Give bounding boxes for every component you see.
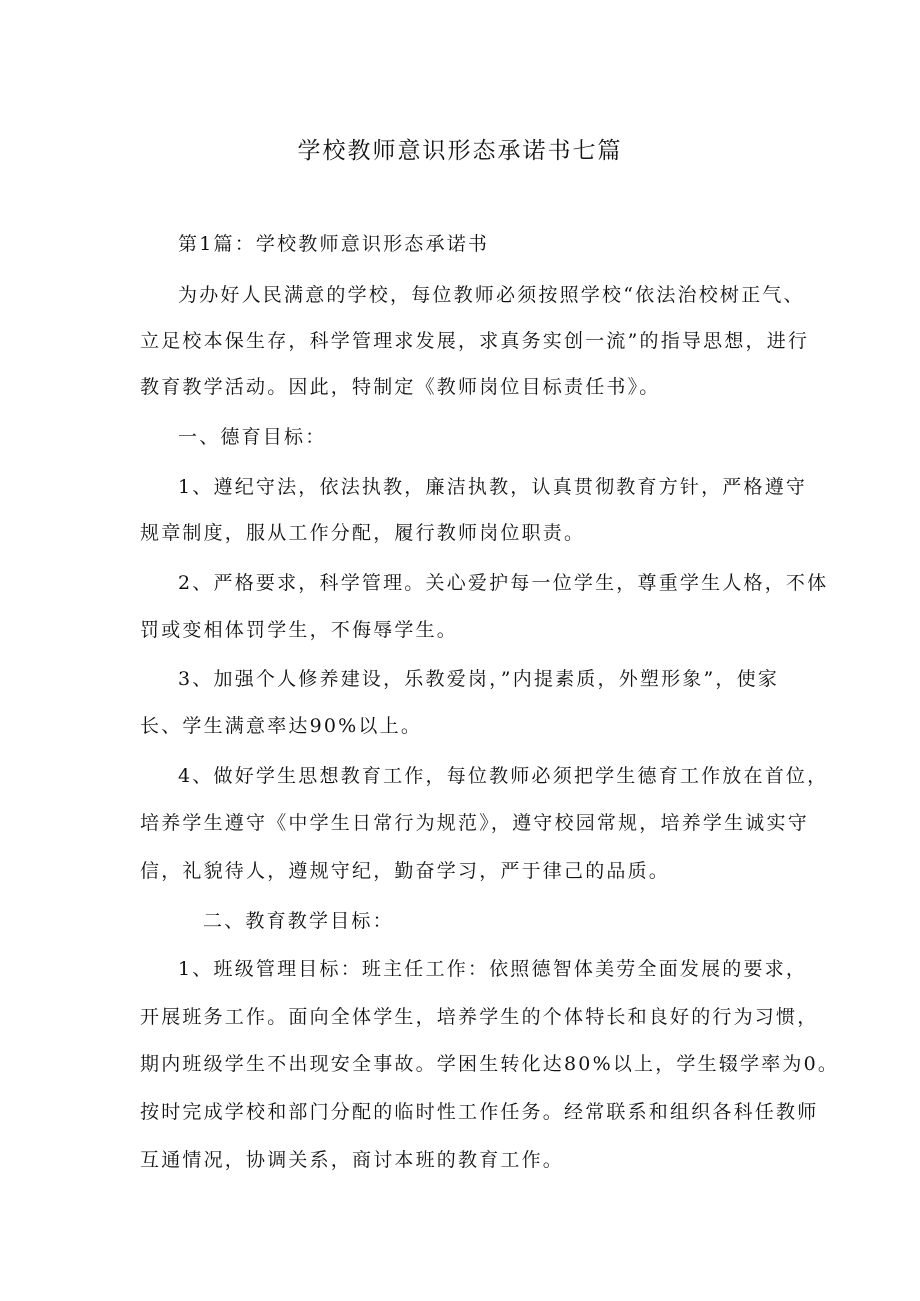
section-heading: 二、教育教学目标： [203,910,394,932]
paragraph-line: 4、做好学生思想教育工作，每位教师必须把学生德育工作放在首位， [178,765,829,787]
paragraph-line: 长、学生满意率达90%以上。 [140,715,423,737]
paragraph-line: 开展班务工作。面向全体学生，培养学生的个体特长和良好的行为习惯， [140,1006,819,1028]
paragraph-line: 2、严格要求，科学管理。关心爱护每一位学生，尊重学生人格，不体 [178,572,829,594]
document-title: 学校教师意识形态承诺书七篇 [297,138,623,164]
paragraph-line: 互通情况，协调关系，商讨本班的教育工作。 [140,1149,565,1171]
paragraph-line: 1、班级管理目标：班主任工作：依照德智体美劳全面发展的要求， [178,958,808,980]
paragraph-line: 为办好人民满意的学校，每位教师必须按照学校“依法治校树正气、 [178,284,805,306]
paragraph-line: 培养学生遵守《中学生日常行为规范》，遵守校园常规，培养学生诚实守 [140,812,809,834]
paragraph-line: 信，礼貌待人，遵规守纪，勤奋学习，严于律己的品质。 [140,860,671,882]
paragraph-line: 期内班级学生不出现安全事故。学困生转化达80%以上，学生辍学率为0。 [140,1053,840,1075]
paragraph-line: 教育教学活动。因此，特制定《教师岗位目标责任书》。 [140,376,661,398]
section-heading: 一、德育目标： [178,426,327,448]
paragraph-line: 立足校本保生存，科学管理求发展，求真务实创一流”的指导思想，进行 [140,330,810,352]
paragraph-line: 1、遵纪守法，依法执教，廉洁执教，认真贯彻教育方针，严格遵守 [178,476,808,498]
paragraph-line: 规章制度，服从工作分配，履行教师岗位职责。 [140,522,586,544]
paragraph-line: 3、加强个人修养建设，乐教爱岗，”内提素质，外塑形象”，使家 [178,668,780,690]
chapter-heading: 第1篇：学校教师意识形态承诺书 [178,233,490,255]
paragraph-line: 罚或变相体罚学生，不侮辱学生。 [140,619,459,641]
paragraph-line: 按时完成学校和部门分配的临时性工作任务。经常联系和组织各科任教师 [140,1101,819,1123]
